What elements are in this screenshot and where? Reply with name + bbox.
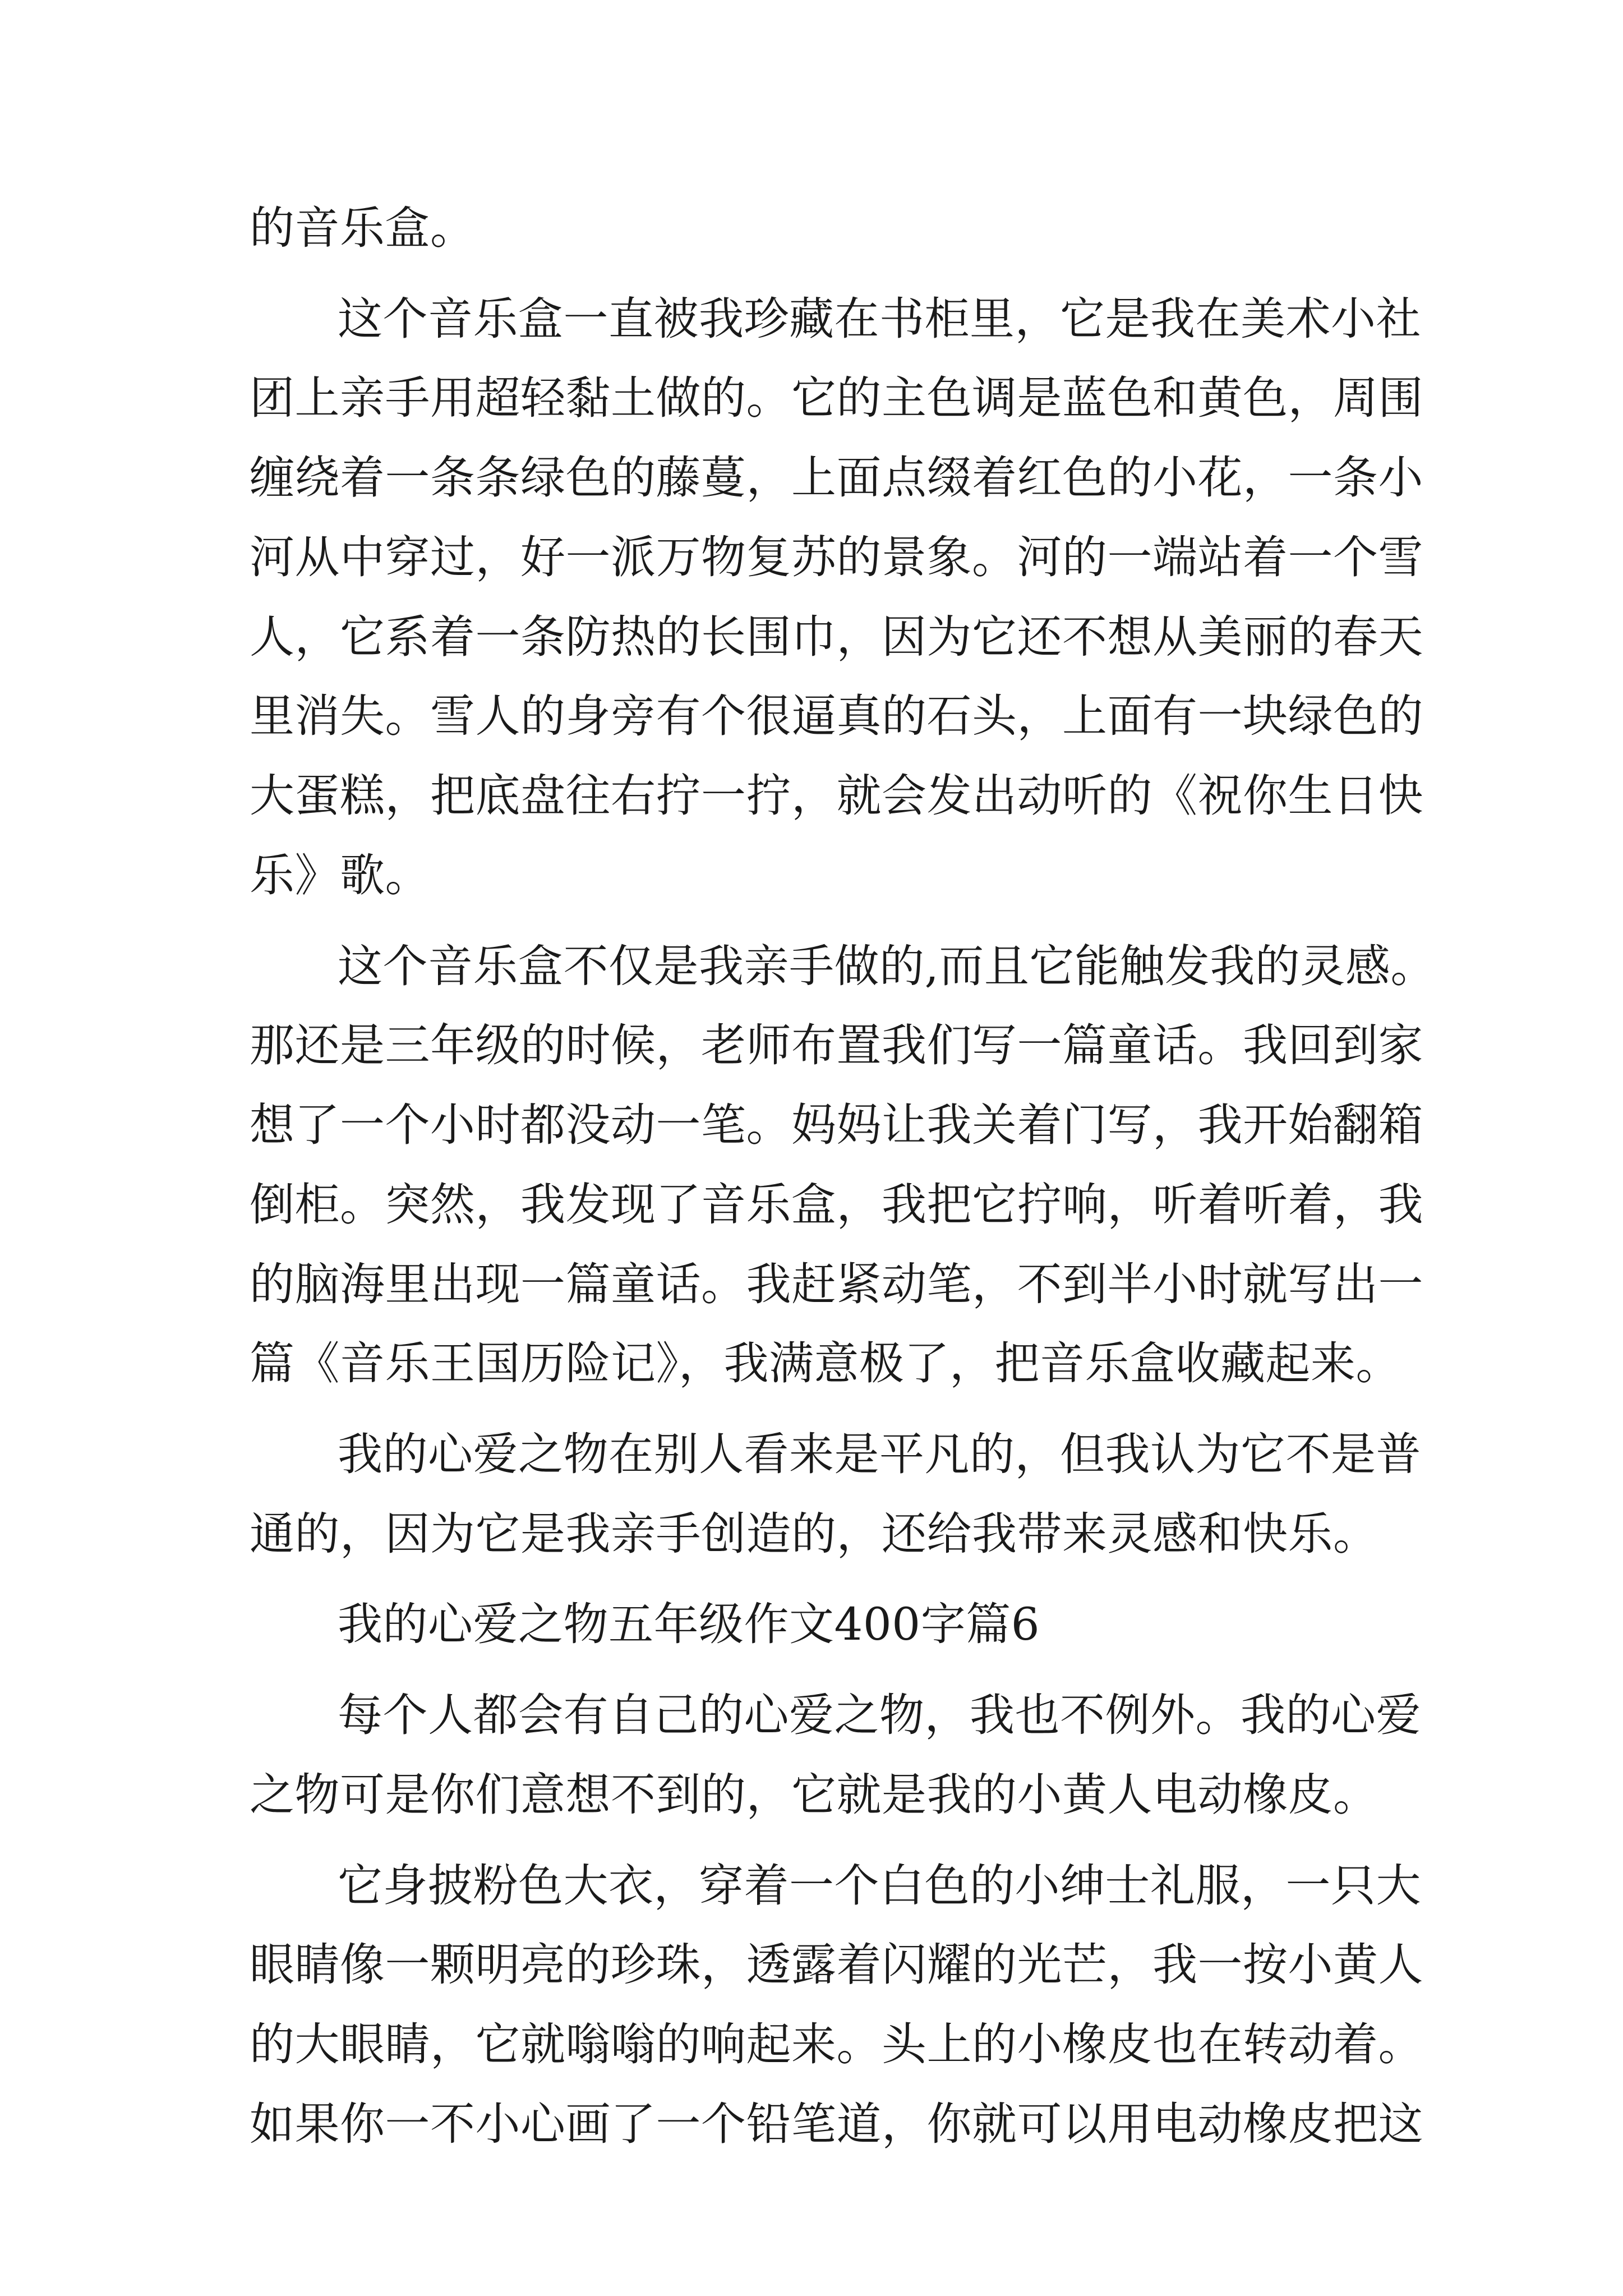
heading-text: 我的心爱之物五年级作文400字篇6 <box>338 1598 1040 1650</box>
text-line <box>0 1006 1623 1085</box>
line-text: 通的，因为它是我亲手创造的，还给我带来灵感和快乐。 <box>250 1508 1378 1560</box>
line-text: 每个人都会有自己的心爱之物，我也不例外。我的心爱 <box>338 1689 1421 1741</box>
line-text: 这个音乐盒不仅是我亲手做的,而且它能触发我的灵感。 <box>338 940 1436 992</box>
paragraph-start-line <box>0 280 1623 358</box>
line-text: 之物可是你们意想不到的，它就是我的小黄人电动橡皮。 <box>250 1769 1378 1821</box>
text-line <box>0 1166 1623 1244</box>
text-line <box>0 2005 1623 2084</box>
text-line <box>0 1245 1623 1324</box>
paragraph-start-line <box>0 1415 1623 1494</box>
line-text: 的音乐盒。 <box>250 202 476 254</box>
line-text: 倒柜。突然，我发现了音乐盒，我把它拧响，听着听着，我 <box>250 1179 1423 1231</box>
text-line <box>0 518 1623 597</box>
text-line <box>0 1086 1623 1165</box>
text-line <box>0 1495 1623 1573</box>
paragraph-start-line <box>0 927 1623 1006</box>
text-line <box>0 359 1623 438</box>
text-line <box>0 1324 1623 1403</box>
line-text: 如果你一不小心画了一个铅笔道，你就可以用电动橡皮把这 <box>250 2098 1423 2150</box>
line-text: 河从中穿过，好一派万物复苏的景象。河的一端站着一个雪 <box>250 531 1423 583</box>
text-line <box>0 598 1623 677</box>
paragraph-start-line <box>0 1676 1623 1755</box>
line-text: 人，它系着一条防热的长围巾，因为它还不想从美丽的春天 <box>250 611 1423 663</box>
section-heading <box>0 1585 1623 1664</box>
line-text: 乐》歌。 <box>250 849 430 901</box>
line-text: 缠绕着一条条绿色的藤蔓，上面点缀着红色的小花，一条小 <box>250 452 1423 504</box>
line-text: 我的心爱之物在别人看来是平凡的，但我认为它不是普 <box>338 1428 1421 1480</box>
text-line <box>0 836 1623 915</box>
text-line <box>0 1756 1623 1834</box>
line-text: 眼睛像一颗明亮的珍珠，透露着闪耀的光芒，我一按小黄人 <box>250 1939 1423 1991</box>
line-text: 团上亲手用超轻黏土做的。它的主色调是蓝色和黄色，周围 <box>250 372 1423 424</box>
line-text: 那还是三年级的时候，老师布置我们写一篇童话。我回到家 <box>250 1019 1423 1071</box>
line-text: 的脑海里出现一篇童话。我赶紧动笔，不到半小时就写出一 <box>250 1258 1423 1310</box>
text-line <box>0 189 1623 268</box>
text-line <box>0 2085 1623 2164</box>
text-line <box>0 757 1623 835</box>
text-line <box>0 439 1623 517</box>
line-text: 想了一个小时都没动一笔。妈妈让我关着门写，我开始翻箱 <box>250 1099 1423 1151</box>
line-text: 里消失。雪人的身旁有个很逼真的石头，上面有一块绿色的 <box>250 690 1423 742</box>
line-text: 的大眼睛，它就嗡嗡的响起来。头上的小橡皮也在转动着。 <box>250 2018 1423 2070</box>
line-text: 大蛋糕，把底盘往右拧一拧，就会发出动听的《祝你生日快 <box>250 770 1423 822</box>
line-text: 篇《音乐王国历险记》，我满意极了，把音乐盒收藏起来。 <box>250 1337 1401 1389</box>
text-line <box>0 1926 1623 2004</box>
line-text: 这个音乐盒一直被我珍藏在书柜里，它是我在美术小社 <box>338 293 1421 345</box>
line-text: 它身披粉色大衣，穿着一个白色的小绅士礼服，一只大 <box>338 1860 1421 1912</box>
text-line <box>0 677 1623 756</box>
paragraph-start-line <box>0 1847 1623 1925</box>
